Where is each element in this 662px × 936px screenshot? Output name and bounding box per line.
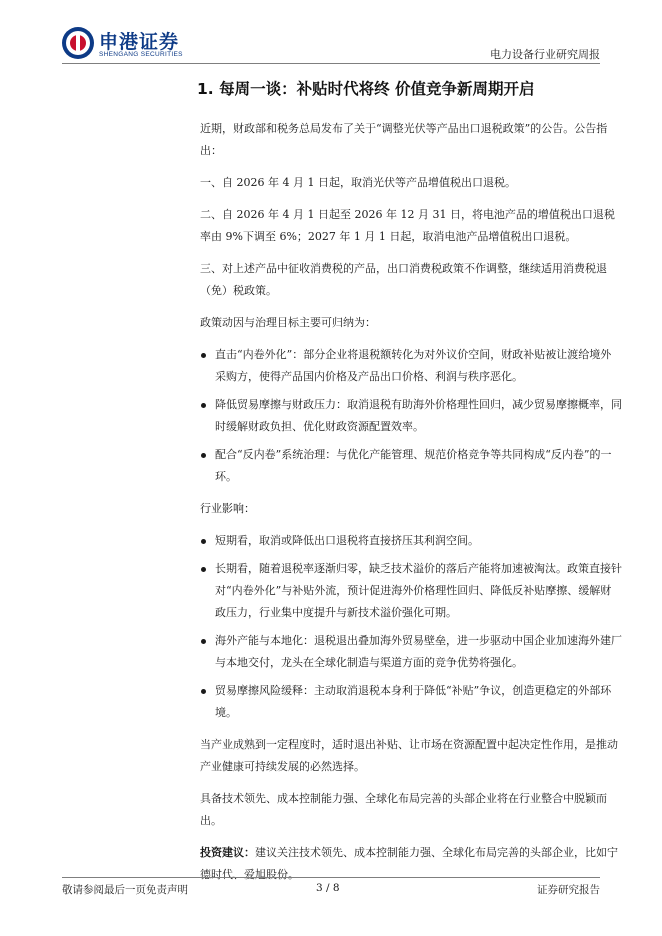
logo-name-en: SHENGANG SECURITIES [99,51,183,58]
company-logo [62,27,183,63]
list-item: 长期看，随着退税率逐渐归零，缺乏技术溢价的落后产能将加速被淘汰。政策直接针对“内卷外化”与补贴外流，预计促进海外价格理性回归、降低反补贴摩擦、缓解财政压力，行业集中度提升与新技术溢价强化可期。 [200,558,622,624]
list-item: 贸易摩擦风险缓释：主动取消退税本身利于降低“补贴”争议，创造更稳定的外部环境。 [200,680,622,724]
logo-name-cn: 申港证券 [99,31,180,53]
report-type: 电力设备行业研究周报 [490,48,600,61]
paragraph-item-1: 一、自 2026 年 4 月 1 日起，取消光伏等产品增值税出口退税。 [200,176,516,189]
report-body [200,118,622,896]
list-item: 配合“反内卷”系统治理：与优化产能管理、规范价格竞争等共同构成“反内卷”的一环。 [200,444,622,488]
paragraph-conclusion-1: 当产业成熟到一定程度时，适时退出补贴、让市场在资源配置中起决定性作用，是推动产业健康可持续发展的必然选择。 [200,738,618,773]
motive-list [200,344,622,488]
list-item: 短期看，取消或降低出口退税将直接挤压其利润空间。 [200,530,622,552]
footer-disclaimer-note: 敬请参阅最后一页免责声明 [62,884,188,896]
list-item: 直击“内卷外化”：部分企业将退税额转化为对外议价空间，财政补贴被让渡给境外采购方，使得产品国内价格及产品出口价格、利润与秩序恶化。 [200,344,622,388]
paragraph-conclusion-2: 具备技术领先、成本控制能力强、全球化布局完善的头部企业将在行业整合中脱颖而出。 [200,792,607,827]
list-item: 海外产能与本地化：退税退出叠加海外贸易壁垒，进一步驱动中国企业加速海外建厂与本地交付，龙头在全球化制造与渠道方面的竞争优势将强化。 [200,630,622,674]
footer-divider [62,877,600,878]
logo-mark-icon [62,27,94,59]
page-number: 3 / 8 [316,882,340,894]
list-item: 降低贸易摩擦与财政压力：取消退税有助海外价格理性回归，减少贸易摩擦概率，同时缓解财政负担、优化财政资源配置效率。 [200,394,622,438]
footer-report-label: 证券研究报告 [537,884,600,896]
header-divider [62,63,600,64]
paragraph-item-2: 二、自 2026 年 4 月 1 日起至 2026 年 12 月 31 日，将电池产品的增值税出口退税率由 9%下调至 6%；2027 年 1 月 1 日起，取消电池产品增值税出口退税。 [200,208,615,243]
paragraph-motive-intro: 政策动因与治理目标主要可归纳为： [200,316,376,329]
page-header [0,0,662,66]
paragraph-intro: 近期，财政部和税务总局发布了关于“调整光伏等产品出口退税政策”的公告。公告指出： [200,122,608,157]
advice-label: 投资建议： [200,846,255,859]
paragraph-item-3: 三、对上述产品中征收消费税的产品，出口消费税政策不作调整，继续适用消费税退（免）税政策。 [200,262,607,297]
section-title: 1. 每周一谈：补贴时代将终 价值竞争新周期开启 [197,80,535,98]
paragraph-impact-intro: 行业影响： [200,502,255,515]
paragraph-investment-advice [200,842,622,886]
impact-list [200,530,622,724]
advice-text: 建议关注技术领先、成本控制能力强、全球化布局完善的头部企业，比如宁德时代、爱旭股份。 [200,846,618,881]
